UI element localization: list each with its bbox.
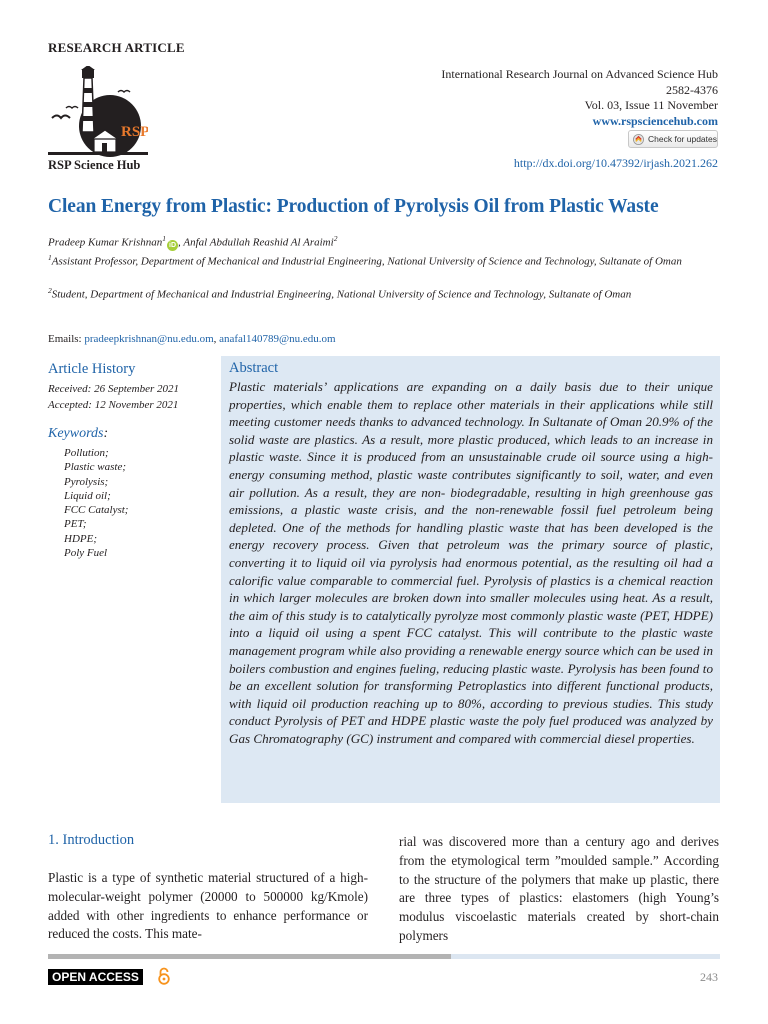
keywords-heading: Keywords: — [48, 426, 109, 441]
footer-rule-light — [451, 954, 720, 959]
emails-line: Emails: pradeepkrishnan@nu.edu.om, anafal140789@nu.edu.om — [48, 333, 336, 345]
emails-label: Emails: — [48, 333, 85, 345]
keyword-item: Liquid oil; — [64, 489, 111, 502]
author-name: Pradeep Kumar Krishnan — [48, 236, 163, 249]
paper-title: Clean Energy from Plastic: Production of Pyrolysis Oil from Plastic Waste — [48, 196, 659, 217]
check-for-updates-button[interactable] — [628, 130, 718, 148]
affiliation-text: Assistant Professor, Department of Mechanical and Industrial Engineering, National University of Science and Technology, Sultanate of Oman — [51, 255, 682, 268]
journal-volume: Vol. 03, Issue 11 November — [584, 98, 718, 112]
keyword-item: Pyrolysis; — [64, 475, 109, 488]
author-superscript: 1 — [162, 234, 167, 243]
affiliation — [48, 283, 708, 303]
rsp-logo — [48, 66, 148, 162]
section-heading-introduction: 1. Introduction — [48, 832, 135, 848]
check-updates-label: Check for updates — [648, 134, 717, 144]
body-text-left-column: Plastic is a type of synthetic material structured of a high-molecular-weight polymer (20000 to 500000 kg/Kmole) added with other ingredients to enhance performance or reduced the costs. This mate- — [48, 870, 368, 942]
abstract-heading: Abstract — [229, 360, 279, 376]
journal-info — [441, 67, 718, 129]
affiliation-superscript: 2 — [48, 286, 52, 295]
keyword-item: Plastic waste; — [64, 461, 127, 474]
received-date: Received: 26 September 2021 — [48, 383, 180, 395]
keyword-item: PET; — [64, 518, 87, 531]
email-link[interactable]: anafal140789@nu.edu.om — [219, 333, 336, 345]
journal-name: International Research Journal on Advanced Science Hub — [441, 67, 718, 81]
keyword-item: FCC Catalyst; — [64, 504, 129, 517]
article-history — [48, 381, 179, 413]
body-text-right-column: rial was discovered more than a century ago and derives from the etymological term ”moulded sample.” According to the structure of the polymers that make up plastic, there are three types of plastics: elastomers (high Young’s modulus viscoelastic materials created by short-chain polymers — [399, 834, 719, 943]
logo-caption: RSP Science Hub — [48, 158, 141, 172]
article-type-label: RESEARCH ARTICLE — [48, 40, 185, 55]
open-lock-icon — [157, 967, 171, 985]
abstract-text: Plastic materials’ applications are expanding on a daily basis due to their unique properties, which enable them to replace other materials in their applications while still meeting customer needs thanks to advanced technology. In Sultanate of Oman 20.9% of the solid waste are plastics. As a result, more plastic produced, which leads to an increase in plastic waste. Since it is produced from an unsustainable crude oil source using a high-energy consuming method, plastic waste contributes significantly to soil, water, and even air pollution. As a result, they are non- biodegradable, resulting in high greenhouse gas emissions, a plastic waste crisis, and the non-renewable fossil fuel petroleum being depleted. One of the methods for handling plastic waste that has been developed is the energy recovery process. Given that petroleum was the primary source of plastic, converting it to liquid oil via pyrolysis had enormous potential, as the resulting oil had a calorific value comparable to commercial fuel. Pyrolysis of plastics is a chemical reaction in which larger molecules are broken down into smaller molecules using heat. As a result, the aim of this study is to catalytically pyrolyze most commonly plastic waste (PET, HDPE) into a liquid oil using a spent FCC catalyst. This will contribute to the plastic waste management program while also providing a renewable energy source which can be used in boilers combustion and engines fueling, reducing plastic waste. Pyrolysis has been found to be an excellent solution for transforming Petroplastics into different functional products, with liquid oil production reaching up to 80%, according to previous studies. This study conduct Pyrolysis of PET and HDPE plastic waste the poly fuel produced was analyzed by Gas Chromatography (GC) instrument and compared with commercial diesel properties. — [229, 379, 713, 746]
accepted-date: Accepted: 12 November 2021 — [48, 399, 179, 411]
article-history-heading: Article History — [48, 361, 136, 377]
author-name: Anfal Abdullah Reashid Al Araimi — [183, 236, 334, 249]
affiliation-text: Student, Department of Mechanical and Industrial Engineering, National University of Science and Technology, Sultanate of Oman — [51, 288, 632, 301]
keywords-list — [64, 446, 128, 560]
keyword-item: HDPE; — [64, 532, 97, 545]
page-number: 243 — [700, 970, 718, 984]
keyword-item: Pollution; — [64, 447, 109, 459]
logo-text: RSP — [121, 124, 148, 140]
affiliation — [48, 250, 708, 270]
author-superscript: 2 — [333, 234, 338, 243]
footer-rule — [48, 954, 451, 959]
doi-link[interactable]: http://dx.doi.org/10.47392/irjash.2021.262 — [513, 156, 718, 170]
journal-issn: 2582-4376 — [666, 82, 718, 97]
open-access-badge: OPEN ACCESS — [48, 969, 143, 985]
affiliation-superscript: 1 — [48, 253, 52, 262]
email-link[interactable]: pradeepkrishnan@nu.edu.om — [84, 333, 214, 345]
orcid-icon[interactable]: iD — [169, 241, 177, 249]
author-list: Pradeep Kumar Krishnan$^1$iD , Anfal Abdullah Reashid Al Araimi$^2$ — [48, 234, 338, 249]
keyword-item: Poly Fuel — [64, 547, 108, 560]
check-updates-icon — [633, 134, 644, 145]
journal-url-link[interactable]: www.rspsciencehub.com — [592, 113, 718, 128]
